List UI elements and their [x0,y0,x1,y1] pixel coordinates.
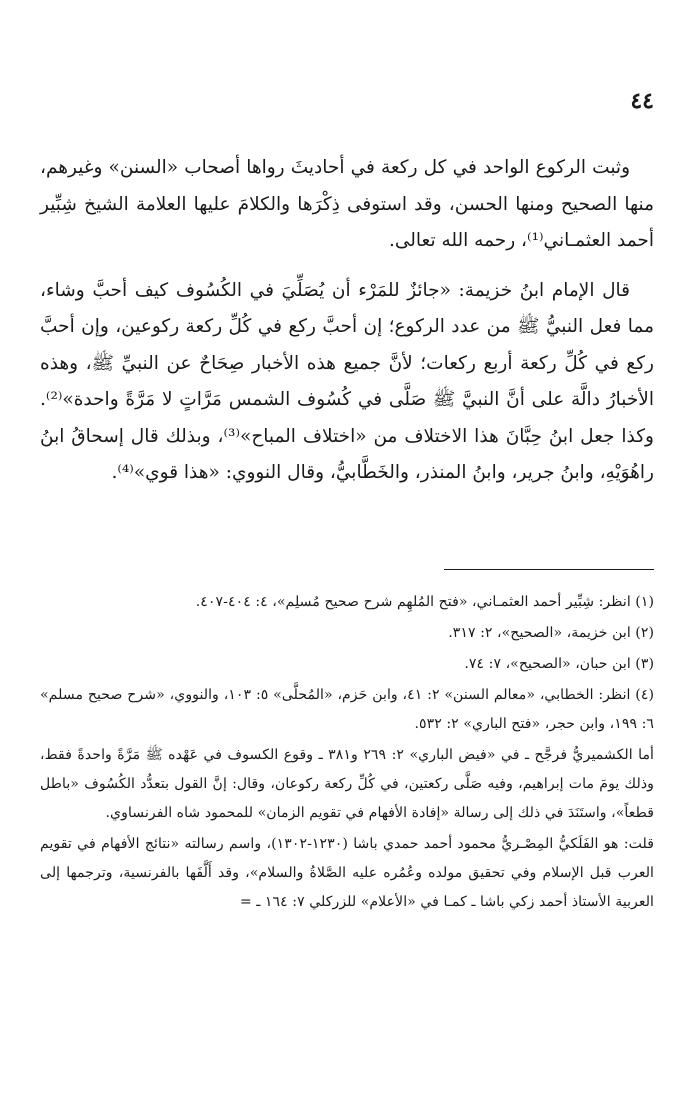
footnote-4-continuation-2: قلت: هو الفَلَكيُّ المِصْـريُّ محمود أحمد حمدي باشا (١٢٣٠-١٣٠٢)، واسم رسالته «نتائج الأفهام في تقويم العرب قبل الإسلام وفي تحقيق مولده وعُمُره عليه الصَّلاةُ والسلام»، وقد أَلَّفَها بالفرنسية، وترجمها إلى العربية الأستاذ أحمد زكي باشا ـ كمـا في «الأعلام» للزركلي ٧: ١٦٤ ـ = [40,836,654,910]
footnote-2: (٢) ابن خزيمة، «الصحيح»، ٢: ٣١٧. [448,625,654,641]
footnote-4: (٤) انظر: الخطابي، «معالم السنن» ٢: ٤١، وابن حَزم، «المُحلَّى» ٥: ١٠٣، والنووي، «شرح صحيح مسلم» ٦: ١٩٩، وابن حجر، «فتح الباري» ٢: ٥٣٢. [40,687,654,732]
page-number: ٤٤ [630,88,654,114]
footnote-divider [444,569,654,570]
footnote-1: (١) انظر: شِبِّير أحمد العثمـاني، «فتح المُلهِم شرح صحيح مُسلِم»، ٤: ٤٠٤-٤٠٧. [195,594,654,610]
paragraph-1: وثبت الركوع الواحد في كل ركعة في أحاديثَ رواها أصحاب «السنن» وغيرهم، منها الصحيح ومنها الحسن، وقد استوفى ذِكْرَها والكلامَ عليها العلامة الشيخ شِبِّير أحمد العثمـاني⁽¹⁾، رحمه الله تعالى. [40,157,654,251]
footnote-4-continuation-1: أما الكشميريُّ فرجَّح ـ في «فيض الباري» ٢: ٢٦٩ و٣٨١ ـ وقوع الكسوف في عَهْده ﷺ مَرَّةً واحدةً فقط، وذلك يومَ مات إبراهيم، وفيه صَلَّى ركعتين، في كُلِّ ركعة ركوعان، وقال: إنَّ القول بتعدُّد الكُسُوف «باطل قطعاً»، واستَنَدَ في ذلك إلى رسالة «إفادة الأفهام في تقويم الزمان» للمحمود شاه الفرنساوي. [40,747,654,821]
book-page [40,0,654,1113]
paragraph-2: قال الإمام ابنُ خزيمة: «جائزٌ للمَرْء أن يُصَلِّيَ في الكُسُوف كيف أحبَّ وشاء، مما فعل النبيُّ ﷺ من عدد الركوع؛ إن أحبَّ ركع في كُلِّ ركعة ركوعين، وإن أحبَّ ركع في كُلِّ ركعة أربع ركعات؛ لأنَّ جميع هذه الأخبار صِحَاحٌ عن النبيِّ ﷺ، وهذه الأخبارُ دالَّة على أنَّ النبيَّ ﷺ صَلَّى في كُسُوف الشمس مَرَّاتٍ لا مَرَّةً واحدة»⁽²⁾. وكذا جعل ابنُ حِبَّانَ هذا الاختلاف من «اختلاف المباح»⁽³⁾، وبذلك قال إسحاقُ ابنُ راهُوَيْهِ، وابنُ جرير، وابنُ المنذر، والخَطَّابيُّ، وقال النووي: «هذا قوي»⁽⁴⁾. [40,279,654,483]
footnote-3: (٣) ابن حبان، «الصحيح»، ٧: ٧٤. [464,656,654,672]
main-text [40,150,654,505]
footnotes [40,588,654,919]
